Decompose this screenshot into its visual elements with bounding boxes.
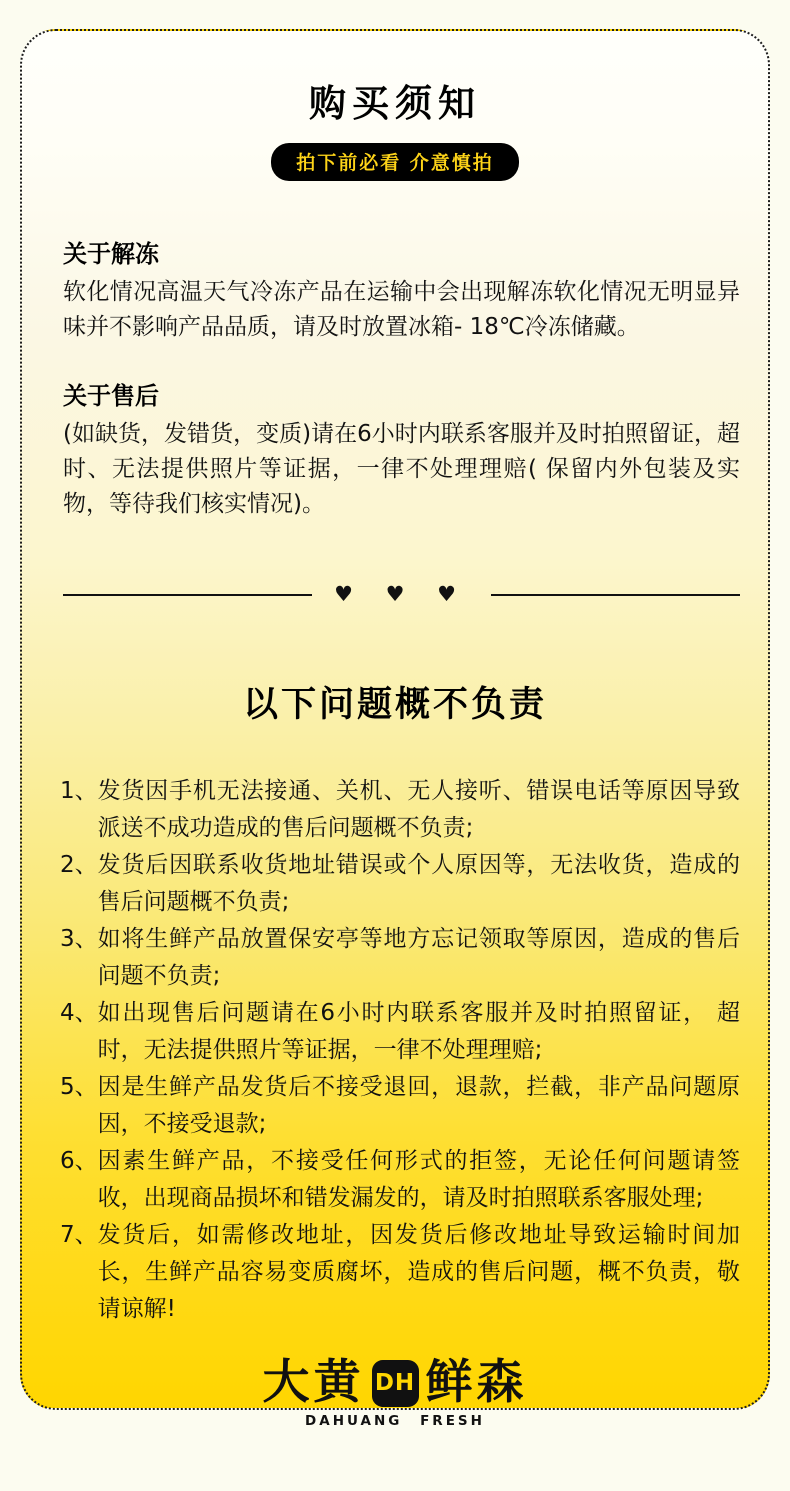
item-text: 如将生鲜产品放置保安亭等地方忘记领取等原因，造成的售后问题不负责; <box>97 926 740 989</box>
divider-line-right <box>491 594 740 596</box>
item-text: 发货后因联系收货地址错误或个人原因等，无法收货，造成的售后问题概不负责; <box>97 852 740 915</box>
purchase-notice-card <box>20 29 770 1429</box>
item-text: 如出现售后问题请在6小时内联系客服并及时拍照留证， 超时，无法提供照片等证据，一律不处理理赔; <box>97 1000 740 1063</box>
section-thawing-body: 软化情况高温天气冷冻产品在运输中会出现解冻软化情况无明显异味并不影响产品品质，请及时放置冰箱- 18℃冷冻储藏。 <box>63 279 740 340</box>
disclaimer-list <box>22 773 768 1328</box>
disclaimer-item-4 <box>60 995 740 1069</box>
disclaimer-item-7 <box>60 1217 740 1328</box>
item-text: 发货后，如需修改地址，因发货后修改地址导致运输时间加长，生鲜产品容易变质腐坏，造成的售后问题，概不负责，敬请谅解! <box>97 1222 740 1322</box>
section-thawing-heading: 关于解冻 <box>63 240 159 268</box>
divider-line-left <box>63 594 312 596</box>
disclaimer-heading: 以下问题概不负责 <box>242 685 547 725</box>
item-number: 4、 <box>60 1000 98 1026</box>
brand-tagline: DAHUANG FRESH <box>305 1413 485 1429</box>
item-text: 因是生鲜产品发货后不接受退回，退款，拦截，非产品问题原因，不接受退款; <box>97 1074 740 1137</box>
hearts-divider <box>22 584 768 605</box>
item-text: 因素生鲜产品，不接受任何形式的拒签，无论任何问题请签收，出现商品损坏和错发漏发的，请及时拍照联系客服处理; <box>97 1148 740 1211</box>
disclaimer-item-5 <box>60 1069 740 1143</box>
brand-dh-icon <box>372 1360 419 1407</box>
item-number: 6、 <box>60 1148 98 1174</box>
warning-badge: 拍下前必看 介意慎拍 <box>271 143 519 181</box>
brand-icon-letters: DH <box>374 1370 416 1396</box>
section-thawing <box>63 239 740 345</box>
disclaimer-item-1 <box>60 773 740 847</box>
disclaimer-item-3 <box>60 921 740 995</box>
section-aftersales-heading: 关于售后 <box>63 382 159 410</box>
section-aftersales-body: (如缺货，发错货，变质)请在6小时内联系客服并及时拍照留证，超时、无法提供照片等证据，一律不处理理赔( 保留内外包装及实物，等待我们核实情况)。 <box>63 421 740 517</box>
item-number: 7、 <box>60 1222 98 1248</box>
page-title: 购买须知 <box>309 82 481 125</box>
item-text: 发货因手机无法接通、关机、无人接听、错误电话等原因导致派送不成功造成的售后问题概不负责; <box>97 778 740 841</box>
item-number: 2、 <box>60 852 98 878</box>
brand-logo-row <box>22 1355 768 1410</box>
item-number: 1、 <box>60 778 98 804</box>
disclaimer-item-2 <box>60 847 740 921</box>
item-number: 3、 <box>60 926 98 952</box>
notice-content <box>22 239 768 522</box>
brand-logo <box>22 1355 768 1429</box>
brand-name-left: 大黄 <box>262 1355 365 1410</box>
hearts-icon: ♥ ♥ ♥ <box>334 582 469 606</box>
disclaimer-item-6 <box>60 1143 740 1217</box>
brand-name-right: 鲜森 <box>425 1355 528 1410</box>
section-aftersales <box>63 381 740 522</box>
item-number: 5、 <box>60 1074 98 1100</box>
badge-container <box>22 143 768 181</box>
